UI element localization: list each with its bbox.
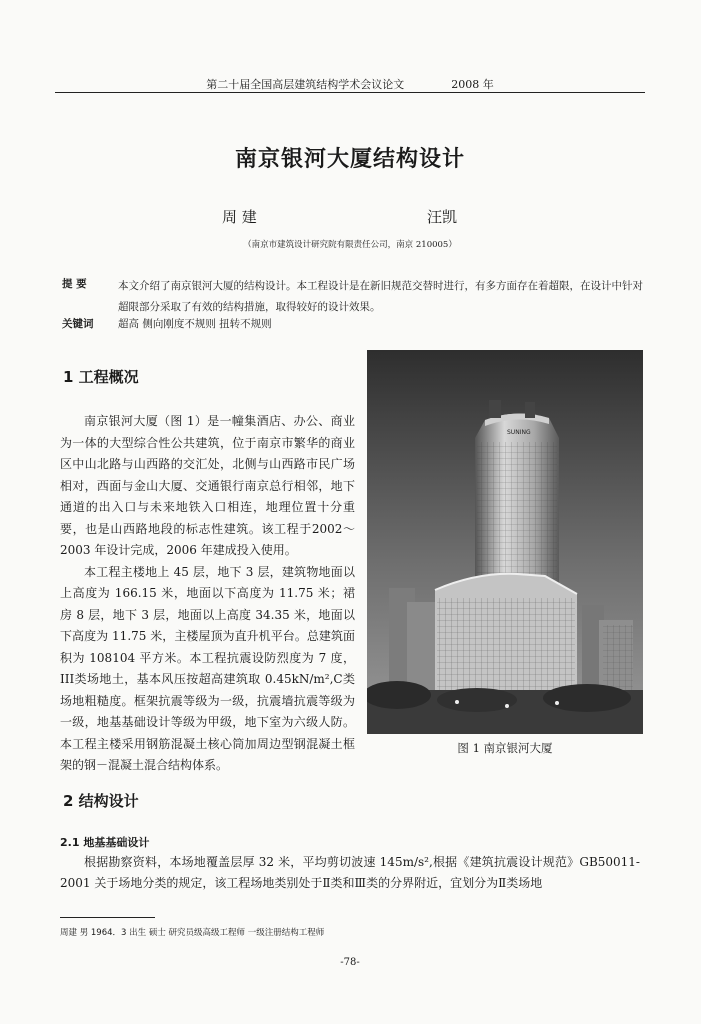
- figure-1-caption: 图 1 南京银河大厦: [457, 741, 553, 755]
- page-number: -78-: [340, 957, 360, 968]
- paper-title: 南京银河大厦结构设计: [234, 146, 465, 172]
- building-photo-illustration: [367, 350, 643, 734]
- keywords-label: 关键词: [62, 318, 94, 330]
- paragraph: 南京银河大厦（图 1）是一幢集酒店、办公、商业为一体的大型综合性公共建筑，位于南京市繁华的商业区中山北路与山西路的交汇处，北侧与山西路市民广场相对，西面与金山大厦、交通银行南京总行相邻，地下通道的出入口与未来地铁入口相连，地理位置十分重要，也是山西路地段的标志性建筑。该工程于2002～2003 年设计完成，2006 年建成投入使用。: [60, 414, 355, 557]
- section-1-heading: 1 工程概况: [63, 368, 139, 386]
- author-1: 周 建: [222, 208, 257, 226]
- figure-1-photo: [367, 350, 643, 734]
- affiliation: （南京市建筑设计研究院有限责任公司，南京 210005）: [243, 240, 457, 250]
- running-header: [60, 76, 640, 92]
- section-1-body: [60, 411, 355, 777]
- author-2: 汪凯: [427, 208, 458, 226]
- subsection-2-1-heading: 2.1 地基基础设计: [60, 836, 150, 849]
- header-rule: [55, 92, 645, 93]
- paragraph: 本工程主楼地上 45 层，地下 3 层，建筑物地面以上高度为 166.15 米，地面以下高度为 11.75 米；裙房 8 层，地下 3 层，地面以上高度 34.35 米，地面以下高度为 11.75 米，主楼屋顶为直升机平台。总建筑面积为 108104 平方米。本工程抗震设防烈度为 7 度，III类场地土，基本风压按超高建筑取 0.45kN/m²,C类场地粗糙度。框架抗震等级为一级，抗震墙抗震等级为一级，地基基础设计等级为甲级，地下室为六级人防。本工程主楼采用钢筋混凝土核心筒加周边型钢混凝土框架的钢－混凝土混合结构体系。: [60, 564, 355, 772]
- section-2-heading: 2 结构设计: [63, 792, 139, 810]
- paragraph: 根据勘察资料，本场地覆盖层厚 32 米，平均剪切波速 145m/s²,根据《建筑抗震设计规范》GB50011-2001 关于场地分类的规定，该工程场地类别处于Ⅱ类和Ⅲ类的分界附近，宜划分为Ⅱ类场地: [60, 855, 640, 890]
- footnote-rule: [60, 917, 155, 918]
- header-year: 2008 年: [451, 78, 494, 91]
- abstract-label: 提 要: [62, 278, 87, 290]
- rooftop-structure: [525, 402, 535, 418]
- building-sign: SUNING: [507, 429, 531, 436]
- rooftop-structure: [489, 400, 501, 418]
- running-title: 第二十届全国高层建筑结构学术会议论文: [206, 78, 405, 91]
- subsection-2-1-body: [60, 852, 640, 894]
- author-footnote: 周建 男 1964．3 出生 硕士 研究员级高级工程师 一级注册结构工程师: [60, 928, 325, 938]
- keywords-text: 超高 侧向刚度不规则 扭转不规则: [118, 318, 272, 330]
- abstract-text: 本文介绍了南京银河大厦的结构设计。本工程设计是在新旧规范交替时进行，有多方面存在着超限，在设计中针对超限部分采取了有效的结构措施，取得较好的设计效果。: [118, 280, 643, 313]
